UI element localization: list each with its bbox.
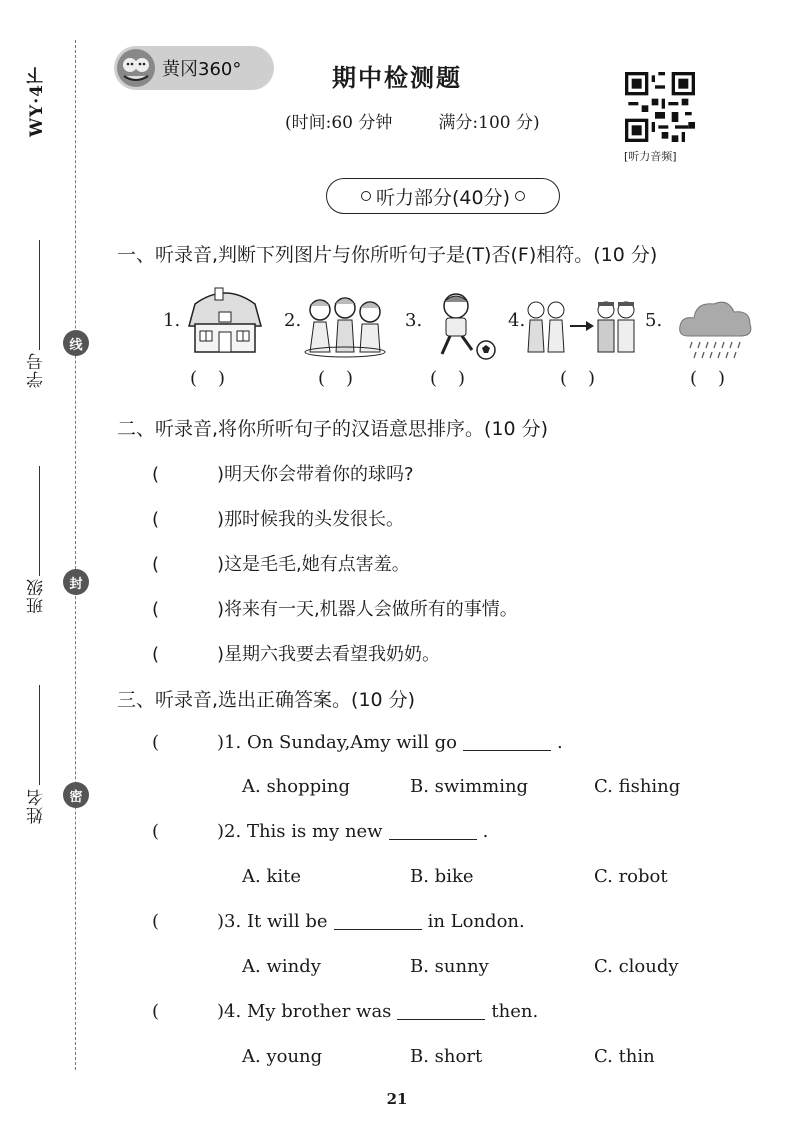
option-a[interactable]: A. shopping (242, 776, 351, 797)
question: ( )1. On Sunday,Amy will go . (152, 732, 563, 753)
answer-paren[interactable]: ( ) (560, 368, 596, 389)
listening-section-banner (326, 178, 560, 214)
name-line (39, 685, 40, 785)
seal-line: 线 (63, 330, 89, 356)
option-a[interactable]: A. windy (242, 956, 321, 977)
question: ( )2. This is my new . (152, 821, 489, 842)
question: ( )4. My brother was then. (152, 1001, 539, 1022)
class-line (39, 466, 40, 576)
answer-paren[interactable]: ( ) (318, 368, 354, 389)
answer-paren[interactable]: ( (152, 732, 160, 753)
exam-time: (时间:60 分钟 (285, 113, 393, 133)
answer-blank[interactable] (389, 839, 477, 840)
exam-score: 满分:100 分) (438, 113, 540, 133)
option-b[interactable]: B. swimming (410, 776, 529, 797)
picture-number: 3. (405, 310, 423, 331)
series-code: WY·4下 (27, 66, 47, 137)
answer-paren[interactable]: ( ) (152, 509, 225, 530)
answer-paren[interactable]: ( ) (152, 599, 225, 620)
answer-paren[interactable]: ( (152, 1001, 160, 1022)
children-picture-icon (300, 290, 390, 360)
part2-heading: 二、听录音,将你所听句子的汉语意思排序。(10 分) (117, 418, 549, 440)
answer-paren[interactable]: ( ) (690, 368, 726, 389)
option-b[interactable]: B. bike (410, 866, 474, 887)
answer-paren[interactable]: ( ) (152, 554, 225, 575)
answer-blank[interactable] (463, 750, 551, 751)
seal-secret: 密 (63, 782, 89, 808)
picture-number: 1. (163, 310, 181, 331)
page-title: 期中检测题 (332, 64, 462, 92)
banner-dot-icon (515, 191, 525, 201)
picture-number: 4. (508, 310, 526, 331)
picture-number: 2. (284, 310, 302, 331)
option-c[interactable]: C. thin (594, 1046, 655, 1067)
option-b[interactable]: B. sunny (410, 956, 489, 977)
picture-number: 5. (645, 310, 663, 331)
banner-dot-icon (361, 191, 371, 201)
qr-code-icon[interactable] (625, 72, 695, 142)
option-a[interactable]: A. young (242, 1046, 323, 1067)
qr-label: [听力音频] (624, 150, 677, 163)
name-label: 姓名 (27, 788, 47, 824)
answer-blank[interactable] (334, 929, 422, 930)
student-id-line (39, 240, 40, 350)
option-c[interactable]: C. cloudy (594, 956, 679, 977)
part3-heading: 三、听录音,选出正确答案。(10 分) (117, 689, 416, 711)
list-item: ( )将来有一天,机器人会做所有的事情。 (152, 599, 518, 620)
house-picture-icon (185, 286, 265, 356)
list-item: ( )明天你会带着你的球吗? (152, 464, 414, 485)
exam-info (285, 108, 540, 133)
option-c[interactable]: C. robot (594, 866, 668, 887)
list-item: ( )星期六我要去看望我奶奶。 (152, 644, 441, 665)
answer-paren[interactable]: ( ) (152, 464, 225, 485)
option-c[interactable]: C. fishing (594, 776, 681, 797)
boy-football-picture-icon (432, 290, 498, 362)
brand-name: 黄冈360° (162, 59, 242, 80)
girl-to-old-couple-picture-icon (522, 296, 640, 356)
option-a[interactable]: A. kite (242, 866, 301, 887)
seal-seal: 封 (63, 569, 89, 595)
binding-dashed-line (75, 40, 76, 1070)
section-title: 听力部分(40分) (375, 186, 510, 209)
answer-paren[interactable]: ( ) (152, 644, 225, 665)
student-id-label: 学号 (27, 352, 47, 388)
option-b[interactable]: B. short (410, 1046, 483, 1067)
part1-heading: 一、听录音,判断下列图片与你所听句子是(T)否(F)相符。(10 分) (117, 244, 658, 266)
rain-cloud-picture-icon (678, 296, 754, 362)
answer-paren[interactable]: ( (152, 821, 160, 842)
answer-blank[interactable] (397, 1019, 485, 1020)
answer-paren[interactable]: ( ) (190, 368, 226, 389)
answer-paren[interactable]: ( (152, 911, 160, 932)
class-label: 班级 (27, 578, 47, 614)
answer-paren[interactable]: ( ) (430, 368, 466, 389)
question: ( )3. It will be in London. (152, 911, 525, 932)
list-item: ( )那时候我的头发很长。 (152, 509, 405, 530)
page-number: 21 (386, 1090, 408, 1108)
list-item: ( )这是毛毛,她有点害羞。 (152, 554, 410, 575)
